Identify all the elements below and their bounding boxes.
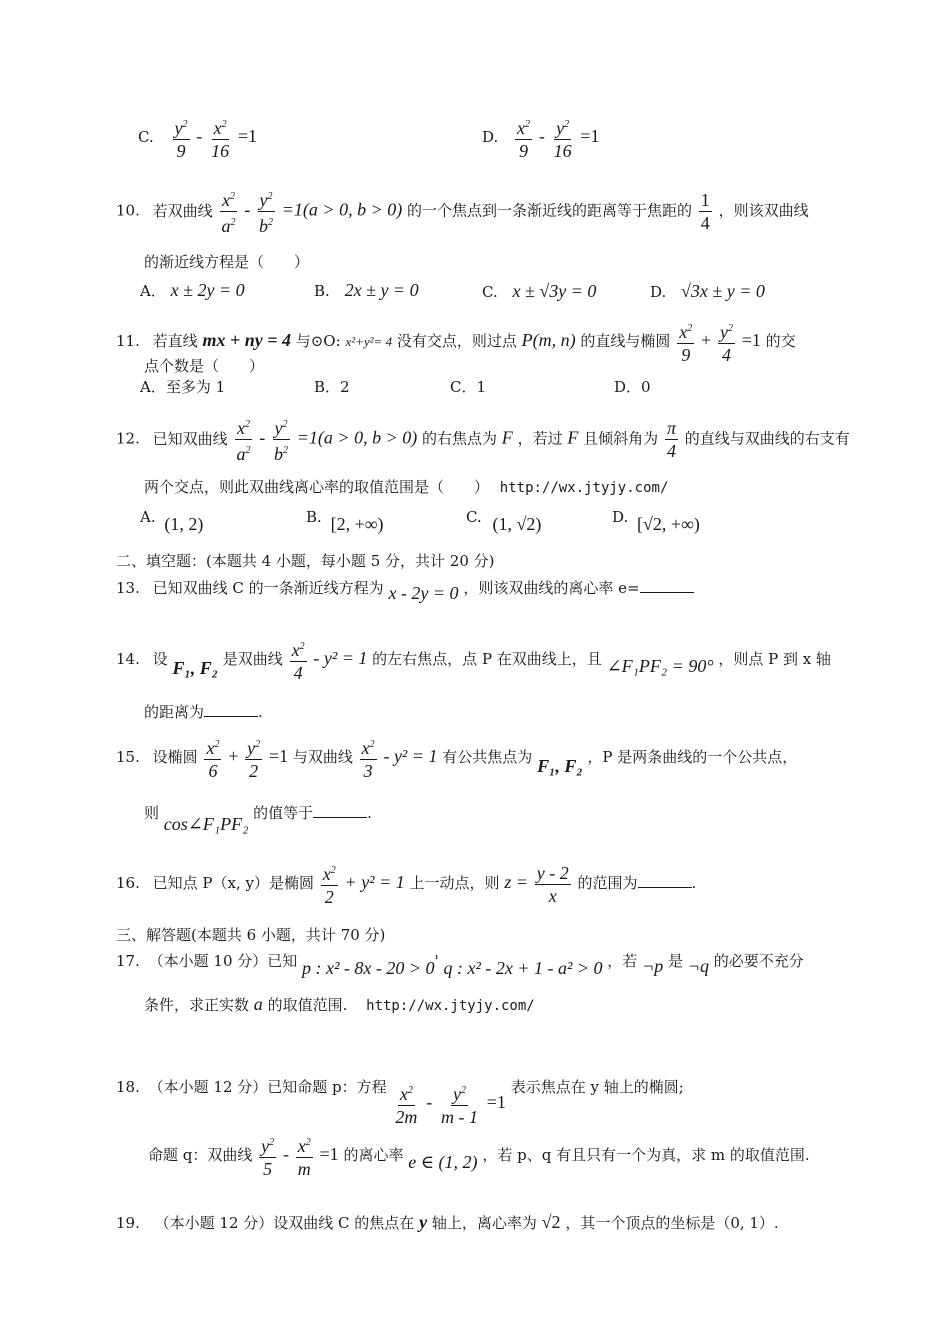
- q10-option-a: A． x ± 2y = 0: [140, 280, 245, 300]
- fraction: $\frac{x^2}{3}$: [360, 734, 377, 782]
- watermark-url: http://wx.jtyjy.com/: [366, 998, 535, 1014]
- q9-option-d: D. $\frac{x^2}{9}$ - $\frac{y^2}{16}$ =1: [482, 114, 600, 162]
- answer-blank: [313, 803, 367, 818]
- fraction: $\frac{x^2}{16}$: [209, 114, 231, 162]
- q14-stem: 14. 设 F₁, F₂ 是双曲线 $\frac{x^2}{4}$ - y² = 1 的左右焦点，点 P 在双曲线上，且 ∠F₁PF₂ = 90° ，则点 P 到 x 轴: [116, 636, 831, 684]
- section-fill-in-heading: 二、填空题：(本题共 4 小题，每小题 5 分，共计 20 分): [116, 552, 495, 570]
- fraction: $\frac{x^2}{9}$: [515, 114, 532, 162]
- fraction: $\frac{x^2}{9}$: [677, 318, 694, 366]
- q12-option-b: B. [2, +∞): [306, 508, 384, 534]
- q10-option-b: B. 2x ± y = 0: [314, 280, 419, 300]
- fraction: $\frac{x^2}{2}$: [321, 860, 338, 908]
- fraction: $\frac{y^2}{b^2}$: [272, 414, 290, 465]
- q11-option-d: D．0: [614, 378, 651, 396]
- fraction: $\frac{\pi}{4}$: [666, 418, 676, 461]
- fraction: $\frac{x^2}{a^2}$: [219, 186, 237, 237]
- q15-stem: 15. 设椭圆 $\frac{x^2}{6}$ + $\frac{y^2}{2}$ =1 与双曲线 $\frac{x^2}{3}$ - y² = 1 有公共焦点为 F₁, F₂ ，P 是两条曲线的一个公共点，: [116, 734, 797, 782]
- q16-stem: 16. 已知点 P（x, y）是椭圆 $\frac{x^2}{2}$ + y² = 1 上一动点，则 z = $\frac{y - 2}{x}$ 的范围为 .: [116, 860, 696, 908]
- q18-line2: 命题 q：双曲线 $\frac{y^2}{5}$ - $\frac{x^2}{m}$ =1 的离心率 e ∈ (1, 2) ，若 p、q 有且只有一个为真，求 m 的取值范围.: [148, 1132, 810, 1180]
- q11-option-a: A．至多为 1: [140, 378, 226, 396]
- q12-option-a: A. (1, 2): [140, 508, 204, 534]
- fraction: $\frac{1}{4}$: [700, 190, 710, 233]
- q9-option-c: C. $\frac{y^2}{9}$ - $\frac{x^2}{16}$ =1: [138, 114, 257, 162]
- q17-stem: 17. （本小题 10 分）已知 p : x² - 8x - 20 > 0' q : x² - 2x + 1 - a² > 0 ，若 ¬p 是 ¬q 的必要不充分: [116, 952, 804, 978]
- fraction: $\frac{x^2}{a^2}$: [234, 414, 252, 465]
- fraction: $\frac{y^2}{2}$: [245, 734, 262, 782]
- q18-stem: 18. （本小题 12 分）已知命题 p：方程 $\frac{x^2}{2m}$ - $\frac{y^2}{m - 1}$ =1 表示焦点在 y 轴上的椭圆;: [116, 1078, 684, 1127]
- section-solutions-heading: 三、解答题(本题共 6 小题，共计 70 分): [116, 926, 386, 944]
- fraction: $\frac{x^2}{6}$: [204, 734, 221, 782]
- q10-option-c: C. x ± √3y = 0: [482, 281, 597, 301]
- q11-option-b: B．2: [314, 378, 350, 396]
- q11-line2: 点个数是（ ）: [144, 357, 265, 375]
- answer-blank: [638, 873, 692, 888]
- fraction: $\frac{y^2}{m - 1}$: [439, 1080, 480, 1128]
- q13-stem: 13. 已知双曲线 C 的一条渐近线方程为 x - 2y = 0 ，则该双曲线的离心率 e=: [116, 577, 694, 598]
- q14-line2: 的距离为 .: [144, 703, 263, 721]
- q11-stem: 11. 若直线 mx + ny = 4 与⊙O: x²+y²= 4 没有交点，则过点 P(m, n) 的直线与椭圆 $\frac{x^2}{9}$ + $\frac{y^2}{4}$ =1 的交: [116, 318, 796, 366]
- fraction: $\frac{y^2}{9}$: [173, 114, 190, 162]
- q12-option-d: D. [√2, +∞): [612, 508, 700, 534]
- fraction: $\frac{x^2}{2m}$: [393, 1080, 419, 1128]
- fraction: $\frac{x^2}{m}$: [296, 1132, 313, 1180]
- q12-stem: 12. 已知双曲线 $\frac{x^2}{a^2}$ - $\frac{y^2}{b^2}$ =1(a > 0, b > 0) 的右焦点为 F ，若过 F 且倾斜角为 $\frac{\pi}{4}$ 的直线与双曲线的右支有: [116, 414, 850, 465]
- q15-line2: 则 cos∠F₁PF₂ 的值等于 .: [144, 804, 372, 834]
- q11-option-c: C．1: [450, 378, 487, 396]
- q12-option-c: C. (1, √2): [466, 508, 542, 534]
- q10-option-d: D. √3x ± y = 0: [650, 281, 765, 301]
- fraction: $\frac{y - 2}{x}$: [536, 862, 569, 906]
- fraction: $\frac{y^2}{16}$: [552, 114, 574, 162]
- q17-line2: 条件，求正实数 a 的取值范围. http://wx.jtyjy.com/: [144, 994, 535, 1014]
- fraction: $\frac{y^2}{5}$: [259, 1132, 276, 1180]
- answer-blank: [204, 702, 258, 717]
- q10-line2: 的渐近线方程是（ ）: [144, 253, 310, 271]
- fraction: $\frac{x^2}{4}$: [290, 636, 307, 684]
- answer-blank: [640, 578, 694, 593]
- q12-line2: 两个交点，则此双曲线离心率的取值范围是（ ） http://wx.jtyjy.com/: [144, 478, 669, 496]
- q10-stem: 10. 若双曲线 $\frac{x^2}{a^2}$ - $\frac{y^2}{b^2}$ =1(a > 0, b > 0) 的一个焦点到一条渐近线的距离等于焦距的 $\frac{1}{4}$ ，则该双曲线: [116, 186, 809, 237]
- fraction: $\frac{y^2}{4}$: [718, 318, 735, 366]
- fraction: $\frac{y^2}{b^2}$: [257, 186, 275, 237]
- watermark-url: http://wx.jtyjy.com/: [499, 480, 669, 496]
- q19-stem: 19. （本小题 12 分）设双曲线 C 的焦点在 y 轴上，离心率为 √2 ，其一个顶点的坐标是（0, 1）.: [116, 1212, 779, 1232]
